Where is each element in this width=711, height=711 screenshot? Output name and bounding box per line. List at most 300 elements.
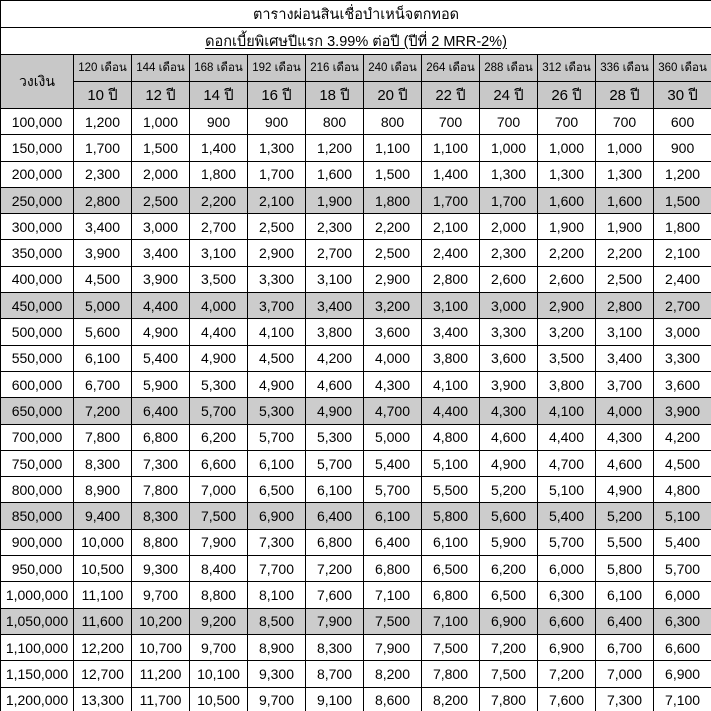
cell-installment: 10,500 [190,687,248,711]
cell-installment: 4,500 [74,266,132,292]
cell-installment: 7,800 [480,687,538,711]
cell-installment: 4,000 [596,398,654,424]
cell-installment: 4,900 [248,371,306,397]
page-title: ตารางผ่อนสินเชื่อบำเหน็จตกทอด [1,1,711,28]
cell-installment: 4,900 [480,450,538,476]
cell-installment: 3,300 [248,266,306,292]
cell-installment: 2,100 [654,240,711,266]
cell-installment: 7,500 [190,503,248,529]
cell-installment: 5,400 [364,450,422,476]
cell-installment: 5,700 [306,450,364,476]
cell-installment: 1,700 [422,187,480,213]
cell-installment: 7,100 [422,608,480,634]
cell-installment: 5,700 [654,556,711,582]
cell-installment: 6,700 [74,371,132,397]
cell-installment: 8,200 [364,661,422,687]
cell-installment: 6,700 [596,634,654,660]
cell-installment: 5,900 [132,371,190,397]
header-row-months [1,55,711,82]
cell-installment: 1,900 [538,214,596,240]
cell-installment: 7,000 [596,661,654,687]
table-row [1,345,711,371]
cell-installment: 6,900 [248,503,306,529]
cell-installment: 4,600 [596,450,654,476]
cell-installment: 5,400 [538,503,596,529]
cell-loan-amount: 650,000 [1,398,74,424]
cell-installment: 4,600 [480,424,538,450]
cell-installment: 1,100 [364,135,422,161]
cell-installment: 2,600 [480,266,538,292]
table-row [1,240,711,266]
cell-installment: 7,100 [654,687,711,711]
cell-installment: 6,100 [74,345,132,371]
cell-installment: 2,000 [480,214,538,240]
table-row [1,687,711,711]
table-row [1,293,711,319]
cell-installment: 6,500 [248,477,306,503]
cell-installment: 1,300 [248,135,306,161]
cell-installment: 10,200 [132,608,190,634]
cell-installment: 5,200 [480,477,538,503]
cell-installment: 8,500 [248,608,306,634]
cell-installment: 1,000 [480,135,538,161]
cell-installment: 5,800 [596,556,654,582]
cell-installment: 5,000 [74,293,132,319]
cell-installment: 8,700 [306,661,364,687]
table-row [1,371,711,397]
cell-installment: 2,500 [596,266,654,292]
cell-installment: 1,200 [654,161,711,187]
cell-installment: 5,400 [132,345,190,371]
cell-installment: 6,000 [538,556,596,582]
cell-loan-amount: 1,100,000 [1,634,74,660]
cell-installment: 900 [654,135,711,161]
cell-installment: 1,900 [596,214,654,240]
cell-installment: 6,300 [538,582,596,608]
cell-installment: 7,300 [132,450,190,476]
cell-installment: 4,400 [132,293,190,319]
cell-loan-amount: 1,200,000 [1,687,74,711]
cell-installment: 4,900 [306,398,364,424]
table-row [1,608,711,634]
cell-installment: 2,100 [422,214,480,240]
cell-installment: 6,500 [422,556,480,582]
cell-installment: 6,900 [654,661,711,687]
cell-loan-amount: 1,150,000 [1,661,74,687]
cell-installment: 3,400 [596,345,654,371]
cell-installment: 4,500 [654,450,711,476]
cell-installment: 6,600 [190,450,248,476]
cell-installment: 7,800 [74,424,132,450]
table-row [1,187,711,213]
cell-installment: 7,500 [422,634,480,660]
cell-installment: 6,100 [422,529,480,555]
cell-installment: 2,800 [74,187,132,213]
cell-installment: 5,000 [364,424,422,450]
cell-loan-amount: 600,000 [1,371,74,397]
cell-installment: 700 [480,109,538,135]
cell-installment: 2,300 [306,214,364,240]
cell-installment: 11,600 [74,608,132,634]
cell-installment: 3,100 [306,266,364,292]
cell-installment: 3,700 [596,371,654,397]
cell-installment: 9,700 [248,687,306,711]
cell-installment: 4,400 [538,424,596,450]
header-month-6: 264 เดือน [422,55,480,82]
header-year-1: 12 ปี [132,82,190,109]
cell-installment: 4,600 [306,371,364,397]
cell-installment: 8,600 [364,687,422,711]
cell-loan-amount: 250,000 [1,187,74,213]
header-month-0: 120 เดือน [74,55,132,82]
cell-installment: 2,400 [654,266,711,292]
cell-installment: 6,100 [306,477,364,503]
table-row [1,424,711,450]
table-row [1,214,711,240]
cell-installment: 9,300 [248,661,306,687]
table-row [1,477,711,503]
cell-installment: 9,100 [306,687,364,711]
cell-installment: 8,100 [248,582,306,608]
cell-installment: 1,800 [654,214,711,240]
subtitle-cell [1,28,711,55]
cell-installment: 7,200 [538,661,596,687]
cell-installment: 7,800 [132,477,190,503]
cell-installment: 4,400 [422,398,480,424]
cell-installment: 2,200 [596,240,654,266]
cell-installment: 1,100 [422,135,480,161]
cell-installment: 1,500 [132,135,190,161]
cell-installment: 4,900 [132,319,190,345]
cell-installment: 700 [422,109,480,135]
cell-installment: 3,200 [364,293,422,319]
cell-loan-amount: 750,000 [1,450,74,476]
header-month-2: 168 เดือน [190,55,248,82]
cell-installment: 5,600 [480,503,538,529]
cell-loan-amount: 200,000 [1,161,74,187]
cell-installment: 3,800 [538,371,596,397]
header-month-3: 192 เดือน [248,55,306,82]
cell-installment: 2,500 [132,187,190,213]
cell-installment: 12,700 [74,661,132,687]
cell-installment: 4,900 [596,477,654,503]
cell-installment: 5,100 [422,450,480,476]
header-year-7: 24 ปี [480,82,538,109]
header-amount-label: วงเงิน [1,55,74,109]
cell-loan-amount: 350,000 [1,240,74,266]
cell-installment: 1,600 [596,187,654,213]
table-row [1,529,711,555]
cell-installment: 5,200 [596,503,654,529]
cell-installment: 2,000 [132,161,190,187]
cell-installment: 8,900 [248,634,306,660]
cell-installment: 1,200 [306,135,364,161]
cell-installment: 3,100 [596,319,654,345]
cell-installment: 7,200 [306,556,364,582]
cell-installment: 9,400 [74,503,132,529]
cell-installment: 6,100 [596,582,654,608]
cell-installment: 700 [596,109,654,135]
cell-installment: 6,200 [480,556,538,582]
cell-installment: 1,600 [306,161,364,187]
table-row [1,450,711,476]
cell-installment: 2,500 [364,240,422,266]
table-row [1,266,711,292]
cell-installment: 6,100 [364,503,422,529]
cell-installment: 2,300 [74,161,132,187]
header-year-5: 20 ปี [364,82,422,109]
cell-installment: 3,600 [364,319,422,345]
header-year-3: 16 ปี [248,82,306,109]
cell-installment: 2,100 [248,187,306,213]
header-month-8: 312 เดือน [538,55,596,82]
cell-installment: 4,700 [538,450,596,476]
cell-installment: 7,900 [364,634,422,660]
cell-installment: 2,900 [248,240,306,266]
table-body [1,1,711,711]
cell-loan-amount: 950,000 [1,556,74,582]
cell-installment: 3,400 [74,214,132,240]
cell-installment: 10,500 [74,556,132,582]
cell-installment: 7,500 [364,608,422,634]
cell-installment: 6,100 [248,450,306,476]
cell-installment: 8,300 [74,450,132,476]
header-year-0: 10 ปี [74,82,132,109]
cell-installment: 10,700 [132,634,190,660]
cell-installment: 9,700 [190,634,248,660]
cell-installment: 7,600 [538,687,596,711]
table-row [1,661,711,687]
cell-installment: 3,600 [480,345,538,371]
cell-installment: 7,100 [364,582,422,608]
cell-installment: 1,300 [480,161,538,187]
cell-loan-amount: 800,000 [1,477,74,503]
cell-installment: 5,400 [654,529,711,555]
cell-installment: 5,100 [654,503,711,529]
cell-installment: 3,400 [422,319,480,345]
cell-installment: 6,000 [654,582,711,608]
cell-installment: 900 [190,109,248,135]
header-month-7: 288 เดือน [480,55,538,82]
cell-installment: 1,500 [654,187,711,213]
cell-installment: 5,300 [190,371,248,397]
cell-installment: 3,600 [654,371,711,397]
header-month-1: 144 เดือน [132,55,190,82]
cell-installment: 6,800 [306,529,364,555]
cell-installment: 2,700 [654,293,711,319]
cell-installment: 3,900 [132,266,190,292]
cell-installment: 5,300 [306,424,364,450]
cell-installment: 2,400 [422,240,480,266]
cell-installment: 4,200 [654,424,711,450]
cell-installment: 6,800 [422,582,480,608]
cell-installment: 2,200 [190,187,248,213]
cell-installment: 5,700 [538,529,596,555]
cell-installment: 2,500 [248,214,306,240]
cell-installment: 7,200 [74,398,132,424]
subtitle-row [1,28,711,55]
cell-installment: 3,300 [654,345,711,371]
cell-installment: 3,400 [306,293,364,319]
cell-installment: 3,900 [654,398,711,424]
cell-installment: 6,800 [132,424,190,450]
cell-installment: 900 [248,109,306,135]
table-row [1,503,711,529]
cell-installment: 5,500 [596,529,654,555]
cell-installment: 5,700 [190,398,248,424]
table-row [1,319,711,345]
cell-loan-amount: 700,000 [1,424,74,450]
cell-installment: 2,700 [306,240,364,266]
cell-installment: 1,400 [422,161,480,187]
cell-installment: 5,800 [422,503,480,529]
cell-installment: 4,100 [248,319,306,345]
header-month-9: 336 เดือน [596,55,654,82]
cell-installment: 1,000 [132,109,190,135]
cell-installment: 5,900 [480,529,538,555]
cell-installment: 2,800 [422,266,480,292]
cell-installment: 6,900 [538,634,596,660]
cell-loan-amount: 900,000 [1,529,74,555]
cell-installment: 6,600 [538,608,596,634]
cell-installment: 5,500 [422,477,480,503]
cell-installment: 1,900 [306,187,364,213]
cell-installment: 10,100 [190,661,248,687]
cell-loan-amount: 550,000 [1,345,74,371]
cell-installment: 2,900 [538,293,596,319]
cell-installment: 7,500 [480,661,538,687]
cell-installment: 6,600 [654,634,711,660]
cell-installment: 2,300 [480,240,538,266]
cell-loan-amount: 400,000 [1,266,74,292]
header-year-4: 18 ปี [306,82,364,109]
cell-installment: 11,200 [132,661,190,687]
cell-installment: 6,800 [364,556,422,582]
cell-installment: 1,400 [190,135,248,161]
cell-installment: 4,800 [654,477,711,503]
cell-installment: 7,900 [190,529,248,555]
header-year-10: 30 ปี [654,82,711,109]
cell-installment: 3,800 [422,345,480,371]
cell-loan-amount: 500,000 [1,319,74,345]
cell-installment: 3,000 [480,293,538,319]
cell-installment: 4,300 [364,371,422,397]
cell-loan-amount: 1,050,000 [1,608,74,634]
cell-installment: 4,500 [248,345,306,371]
table-row [1,582,711,608]
cell-installment: 3,400 [132,240,190,266]
cell-installment: 1,700 [74,135,132,161]
cell-installment: 7,300 [248,529,306,555]
cell-installment: 8,200 [422,687,480,711]
title-row [1,1,711,28]
cell-installment: 8,300 [132,503,190,529]
cell-installment: 4,400 [190,319,248,345]
cell-installment: 3,800 [306,319,364,345]
cell-installment: 3,500 [538,345,596,371]
cell-installment: 4,300 [480,398,538,424]
cell-installment: 3,000 [654,319,711,345]
cell-installment: 3,000 [132,214,190,240]
cell-loan-amount: 850,000 [1,503,74,529]
cell-installment: 3,500 [190,266,248,292]
cell-installment: 5,700 [248,424,306,450]
cell-installment: 4,200 [306,345,364,371]
cell-installment: 2,600 [538,266,596,292]
cell-installment: 4,300 [596,424,654,450]
table-row [1,556,711,582]
cell-installment: 9,700 [132,582,190,608]
cell-installment: 7,200 [480,634,538,660]
cell-installment: 6,500 [480,582,538,608]
cell-installment: 6,900 [480,608,538,634]
cell-installment: 7,900 [306,608,364,634]
cell-installment: 700 [538,109,596,135]
cell-installment: 4,000 [364,345,422,371]
cell-installment: 3,700 [248,293,306,319]
cell-installment: 12,200 [74,634,132,660]
header-month-4: 216 เดือน [306,55,364,82]
cell-installment: 4,800 [422,424,480,450]
cell-loan-amount: 150,000 [1,135,74,161]
cell-installment: 1,800 [190,161,248,187]
cell-installment: 2,800 [596,293,654,319]
cell-loan-amount: 1,000,000 [1,582,74,608]
cell-installment: 4,100 [422,371,480,397]
header-month-5: 240 เดือน [364,55,422,82]
cell-installment: 10,000 [74,529,132,555]
cell-installment: 6,300 [654,608,711,634]
cell-installment: 7,000 [190,477,248,503]
cell-installment: 600 [654,109,711,135]
cell-installment: 9,200 [190,608,248,634]
cell-installment: 4,100 [538,398,596,424]
cell-installment: 8,400 [190,556,248,582]
header-year-8: 26 ปี [538,82,596,109]
header-year-6: 22 ปี [422,82,480,109]
cell-installment: 9,300 [132,556,190,582]
cell-installment: 5,100 [538,477,596,503]
cell-installment: 1,300 [596,161,654,187]
cell-installment: 4,900 [190,345,248,371]
cell-installment: 8,900 [74,477,132,503]
cell-loan-amount: 300,000 [1,214,74,240]
header-year-2: 14 ปี [190,82,248,109]
cell-installment: 8,800 [190,582,248,608]
cell-installment: 6,400 [306,503,364,529]
cell-installment: 8,300 [306,634,364,660]
cell-installment: 1,700 [480,187,538,213]
cell-loan-amount: 450,000 [1,293,74,319]
cell-installment: 1,000 [596,135,654,161]
cell-installment: 1,700 [248,161,306,187]
cell-installment: 3,900 [480,371,538,397]
header-month-10: 360 เดือน [654,55,711,82]
cell-installment: 1,800 [364,187,422,213]
cell-installment: 800 [306,109,364,135]
cell-installment: 1,200 [74,109,132,135]
cell-installment: 3,300 [480,319,538,345]
table-row [1,135,711,161]
cell-installment: 7,700 [248,556,306,582]
cell-installment: 11,700 [132,687,190,711]
cell-installment: 3,100 [190,240,248,266]
cell-installment: 2,900 [364,266,422,292]
cell-installment: 1,500 [364,161,422,187]
cell-installment: 7,600 [306,582,364,608]
table-row [1,109,711,135]
page-subtitle: ดอกเบี้ยพิเศษปีแรก 3.99% ต่อปี (ปีที่ 2 MRR-2%) [205,33,507,50]
